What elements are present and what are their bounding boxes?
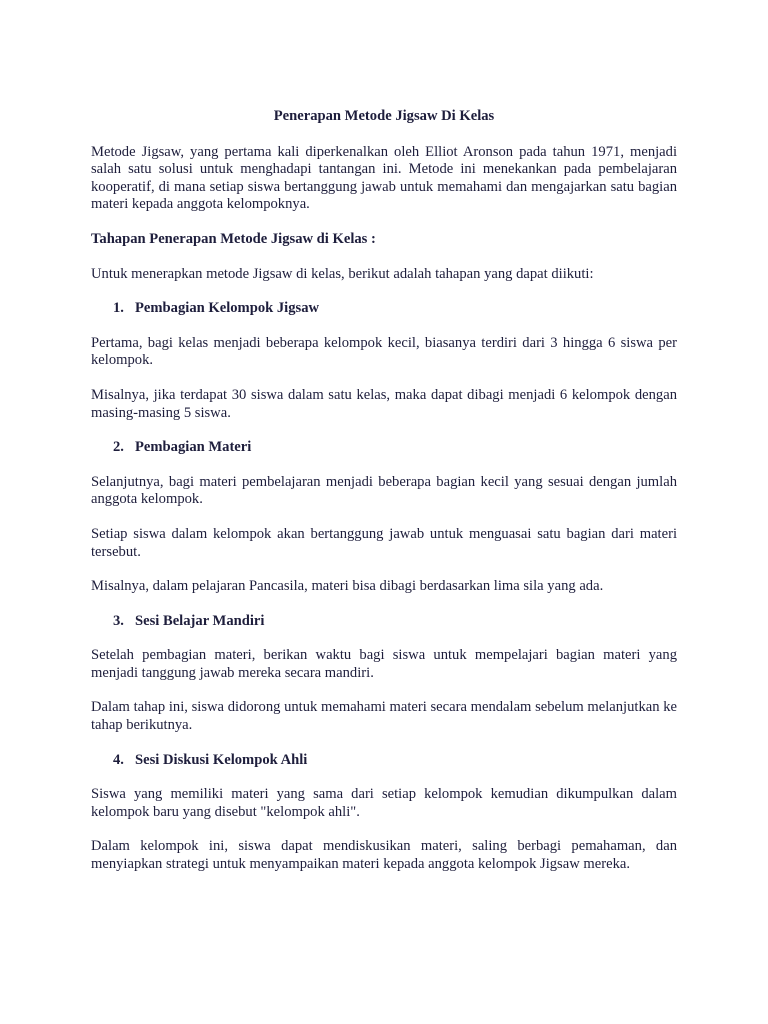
intro-paragraph: Metode Jigsaw, yang pertama kali diperkenalkan oleh Elliot Aronson pada tahun 1971, menjadi salah satu solusi untuk menghadapi tantangan ini. Metode ini menekankan pada pembelajaran kooperatif, di mana setiap siswa bertanggung jawab untuk memahami dan mengajarkan satu bagian materi kepada anggota kelompoknya. [91, 143, 677, 213]
step-4-heading [91, 752, 677, 770]
section-heading: Tahapan Penerapan Metode Jigsaw di Kelas : [91, 230, 376, 247]
step-heading-text: Sesi Diskusi Kelompok Ahli [135, 751, 308, 768]
step-2-paragraph-3: Misalnya, dalam pelajaran Pancasila, materi bisa dibagi berdasarkan lima sila yang ada. [91, 578, 604, 595]
step-2-paragraph-2: Setiap siswa dalam kelompok akan bertanggung jawab untuk menguasai satu bagian dari materi tersebut. [91, 525, 677, 560]
step-4-paragraph-1: Siswa yang memiliki materi yang sama dari setiap kelompok kemudian dikumpulkan dalam kelompok baru yang disebut "kelompok ahli". [91, 786, 677, 820]
step-1-heading [91, 300, 677, 318]
step-heading-text: Sesi Belajar Mandiri [135, 612, 265, 629]
step-heading-text: Pembagian Materi [135, 439, 252, 456]
step-number: 4. [113, 751, 124, 768]
step-3-heading [91, 613, 677, 631]
step-3-paragraph-1: Setelah pembagian materi, berikan waktu bagi siswa untuk mempelajari bagian materi yang menjadi tanggung jawab mereka secara mandiri. [91, 647, 677, 681]
document-title: Penerapan Metode Jigsaw Di Kelas [273, 108, 495, 124]
step-number: 1. [113, 300, 124, 317]
step-2-paragraph-1: Selanjutnya, bagi materi pembelajaran menjadi beberapa bagian kecil yang sesuai dengan jumlah anggota kelompok. [91, 473, 677, 508]
step-number: 3. [113, 612, 124, 629]
step-heading-text: Pembagian Kelompok Jigsaw [135, 300, 320, 317]
step-2-heading [91, 439, 677, 457]
step-3-paragraph-2: Dalam tahap ini, siswa didorong untuk memahami materi secara mendalam sebelum melanjutkan ke tahap berikutnya. [91, 699, 677, 734]
step-4-paragraph-2: Dalam kelompok ini, siswa dapat mendiskusikan materi, saling berbagi pemahaman, dan menyiapkan strategi untuk menyampaikan materi kepada anggota kelompok Jigsaw mereka. [91, 838, 677, 873]
step-1-paragraph-1: Pertama, bagi kelas menjadi beberapa kelompok kecil, biasanya terdiri dari 3 hingga 6 siswa per kelompok. [91, 334, 677, 369]
section-intro: Untuk menerapkan metode Jigsaw di kelas, berikut adalah tahapan yang dapat diikuti: [91, 265, 594, 282]
step-1-paragraph-2: Misalnya, jika terdapat 30 siswa dalam satu kelas, maka dapat dibagi menjadi 6 kelompok dengan masing-masing 5 siswa. [91, 386, 677, 421]
step-number: 2. [113, 439, 124, 456]
